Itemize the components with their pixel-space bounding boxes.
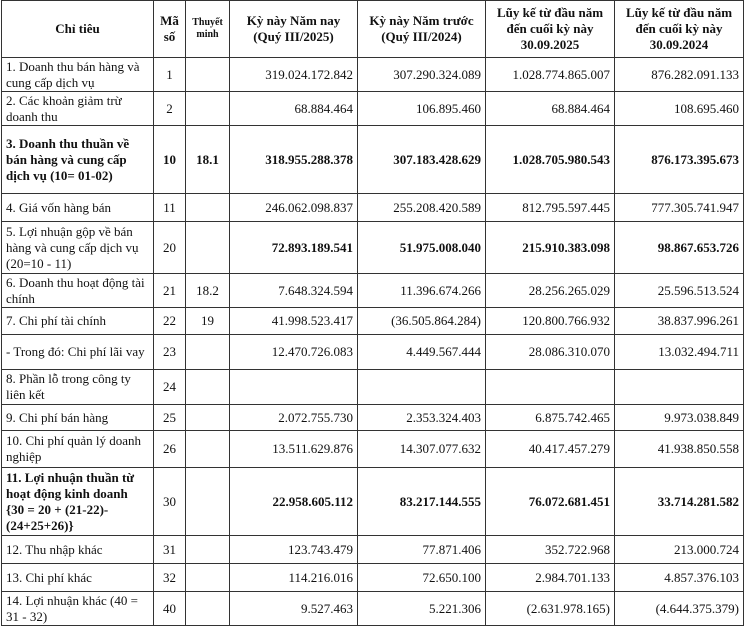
row-current: 7.648.324.594: [230, 274, 358, 308]
table-row: [2, 468, 744, 536]
row-note: [186, 564, 230, 592]
row-ytd-prior: 9.973.038.849: [615, 405, 744, 431]
row-note: [186, 431, 230, 468]
table-row: [2, 335, 744, 370]
row-label: 13. Chi phí khác: [2, 564, 154, 592]
row-current: 318.955.288.378: [230, 126, 358, 194]
row-label: 12. Thu nhập khác: [2, 536, 154, 564]
row-prior: 51.975.008.040: [358, 222, 486, 274]
table-row: [2, 194, 744, 222]
row-code: 25: [154, 405, 186, 431]
row-prior: 11.396.674.266: [358, 274, 486, 308]
header-row: [2, 1, 744, 58]
row-ytd-prior: 38.837.996.261: [615, 308, 744, 335]
row-ytd-current: 68.884.464: [486, 92, 615, 126]
row-label: 2. Các khoản giảm trừ doanh thu: [2, 92, 154, 126]
row-label: 7. Chi phí tài chính: [2, 308, 154, 335]
row-ytd-current: 2.984.701.133: [486, 564, 615, 592]
row-prior: 4.449.567.444: [358, 335, 486, 370]
row-code: 21: [154, 274, 186, 308]
row-prior: 77.871.406: [358, 536, 486, 564]
row-current: 246.062.098.837: [230, 194, 358, 222]
row-note: [186, 222, 230, 274]
row-ytd-current: [486, 370, 615, 405]
row-label: 4. Giá vốn hàng bán: [2, 194, 154, 222]
row-note: [186, 335, 230, 370]
table-body: [2, 58, 744, 626]
header-prior-period: Kỳ này Năm trước (Quý III/2024): [358, 1, 486, 58]
row-label: 11. Lợi nhuận thuần từ hoạt động kinh doanh {30 = 20 + (21-22)-(24+25+26)}: [2, 468, 154, 536]
table-row: [2, 126, 744, 194]
table-row: [2, 405, 744, 431]
table-row: [2, 92, 744, 126]
row-ytd-prior: 213.000.724: [615, 536, 744, 564]
row-label: 5. Lợi nhuận gộp về bán hàng và cung cấp dịch vụ (20=10 - 11): [2, 222, 154, 274]
row-ytd-prior: 876.173.395.673: [615, 126, 744, 194]
row-prior: 255.208.420.589: [358, 194, 486, 222]
row-prior: (36.505.864.284): [358, 308, 486, 335]
row-ytd-current: 352.722.968: [486, 536, 615, 564]
row-prior: 72.650.100: [358, 564, 486, 592]
row-code: 26: [154, 431, 186, 468]
row-ytd-prior: 108.695.460: [615, 92, 744, 126]
row-prior: 5.221.306: [358, 592, 486, 626]
row-ytd-current: 28.256.265.029: [486, 274, 615, 308]
row-prior: 14.307.077.632: [358, 431, 486, 468]
row-code: 2: [154, 92, 186, 126]
row-current: 22.958.605.112: [230, 468, 358, 536]
header-indicator: Chỉ tiêu: [2, 1, 154, 58]
row-ytd-prior: (4.644.375.379): [615, 592, 744, 626]
row-label: 10. Chi phí quản lý doanh nghiệp: [2, 431, 154, 468]
row-ytd-current: 120.800.766.932: [486, 308, 615, 335]
table-row: [2, 592, 744, 626]
row-ytd-current: 215.910.383.098: [486, 222, 615, 274]
row-note: [186, 92, 230, 126]
table-row: [2, 370, 744, 405]
row-ytd-current: 28.086.310.070: [486, 335, 615, 370]
row-current: 123.743.479: [230, 536, 358, 564]
row-code: 24: [154, 370, 186, 405]
table-row: [2, 274, 744, 308]
row-prior: [358, 370, 486, 405]
row-ytd-current: (2.631.978.165): [486, 592, 615, 626]
row-current: 2.072.755.730: [230, 405, 358, 431]
row-ytd-current: 6.875.742.465: [486, 405, 615, 431]
row-prior: 307.290.324.089: [358, 58, 486, 92]
row-note: [186, 592, 230, 626]
row-ytd-current: 40.417.457.279: [486, 431, 615, 468]
row-current: 12.470.726.083: [230, 335, 358, 370]
row-label: 1. Doanh thu bán hàng và cung cấp dịch vụ: [2, 58, 154, 92]
row-note: [186, 370, 230, 405]
row-current: 9.527.463: [230, 592, 358, 626]
row-prior: 2.353.324.403: [358, 405, 486, 431]
row-ytd-prior: 777.305.741.947: [615, 194, 744, 222]
row-ytd-current: 812.795.597.445: [486, 194, 615, 222]
row-ytd-prior: 876.282.091.133: [615, 58, 744, 92]
row-current: 72.893.189.541: [230, 222, 358, 274]
row-note: [186, 405, 230, 431]
row-code: 20: [154, 222, 186, 274]
row-prior: 83.217.144.555: [358, 468, 486, 536]
table-row: [2, 308, 744, 335]
row-note: [186, 194, 230, 222]
row-note: [186, 58, 230, 92]
row-code: 32: [154, 564, 186, 592]
row-note: [186, 468, 230, 536]
row-code: 40: [154, 592, 186, 626]
row-note: 18.1: [186, 126, 230, 194]
row-ytd-current: 1.028.774.865.007: [486, 58, 615, 92]
row-prior: 307.183.428.629: [358, 126, 486, 194]
row-ytd-prior: 4.857.376.103: [615, 564, 744, 592]
row-ytd-prior: 98.867.653.726: [615, 222, 744, 274]
row-current: 319.024.172.842: [230, 58, 358, 92]
row-label: 6. Doanh thu hoạt động tài chính: [2, 274, 154, 308]
row-ytd-prior: 13.032.494.711: [615, 335, 744, 370]
header-note: Thuyết minh: [186, 1, 230, 58]
row-ytd-prior: 25.596.513.524: [615, 274, 744, 308]
table-row: [2, 58, 744, 92]
row-note: 19: [186, 308, 230, 335]
row-current: [230, 370, 358, 405]
row-code: 1: [154, 58, 186, 92]
header-code: Mã số: [154, 1, 186, 58]
row-ytd-prior: [615, 370, 744, 405]
row-note: [186, 536, 230, 564]
row-ytd-prior: 33.714.281.582: [615, 468, 744, 536]
header-ytd-current: Lũy kế từ đầu năm đến cuối kỳ này 30.09.2025: [486, 1, 615, 58]
table-row: [2, 564, 744, 592]
row-prior: 106.895.460: [358, 92, 486, 126]
table-row: [2, 222, 744, 274]
row-current: 68.884.464: [230, 92, 358, 126]
row-current: 41.998.523.417: [230, 308, 358, 335]
row-note: 18.2: [186, 274, 230, 308]
income-statement-table: [1, 0, 744, 626]
row-label: 3. Doanh thu thuần về bán hàng và cung cấp dịch vụ (10= 01-02): [2, 126, 154, 194]
row-code: 11: [154, 194, 186, 222]
row-code: 22: [154, 308, 186, 335]
row-label: 9. Chi phí bán hàng: [2, 405, 154, 431]
table-row: [2, 431, 744, 468]
row-label: 8. Phần lỗ trong công ty liên kết: [2, 370, 154, 405]
header-current-period: Kỳ này Năm nay (Quý III/2025): [230, 1, 358, 58]
row-code: 31: [154, 536, 186, 564]
row-current: 13.511.629.876: [230, 431, 358, 468]
row-label: - Trong đó: Chi phí lãi vay: [2, 335, 154, 370]
row-label: 14. Lợi nhuận khác (40 = 31 - 32): [2, 592, 154, 626]
row-ytd-prior: 41.938.850.558: [615, 431, 744, 468]
header-ytd-prior: Lũy kế từ đầu năm đến cuối kỳ này 30.09.2024: [615, 1, 744, 58]
row-code: 23: [154, 335, 186, 370]
row-current: 114.216.016: [230, 564, 358, 592]
row-code: 10: [154, 126, 186, 194]
table-row: [2, 536, 744, 564]
row-ytd-current: 76.072.681.451: [486, 468, 615, 536]
row-code: 30: [154, 468, 186, 536]
row-ytd-current: 1.028.705.980.543: [486, 126, 615, 194]
